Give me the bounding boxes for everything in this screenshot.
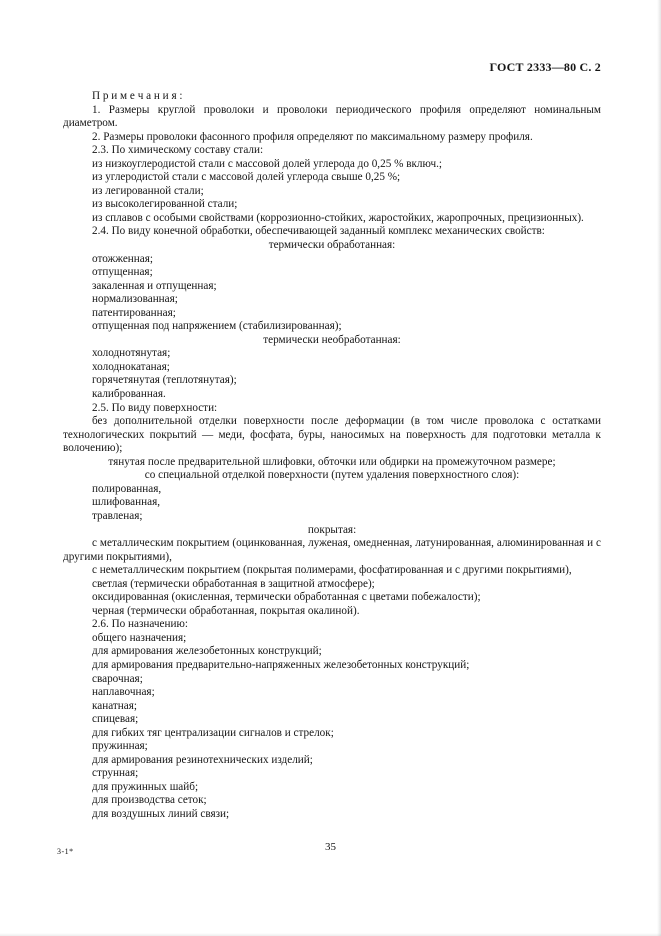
paragraph: отпущенная;: [92, 266, 153, 279]
paragraph: 2.4. По виду конечной обработки, обеспечивающей заданный комплекс механических свойств:: [92, 225, 545, 238]
paragraph: пружинная;: [92, 740, 148, 753]
paragraph: шлифованная,: [92, 496, 161, 509]
paragraph: наплавочная;: [92, 686, 155, 699]
paragraph: для пружинных шайб;: [92, 780, 199, 793]
page-header: [63, 60, 601, 75]
paragraph: нормализованная;: [92, 293, 178, 306]
paragraph: без дополнительной отделки поверхности после деформации (в том числе проволока с остатками технологических покрытий — меди, фосфата, буры, наносимых на поверхность для подготовки металла к волочению);: [63, 415, 601, 455]
paragraph: 2.3. По химическому составу стали:: [92, 144, 264, 157]
paragraph: черная (термически обработанная, покрытая окалиной).: [92, 604, 360, 617]
paragraph: светлая (термически обработанная в защитной атмосфере);: [92, 577, 375, 590]
paragraph: 2. Размеры проволоки фасонного профиля определяют по максимальному размеру профиля.: [92, 130, 533, 143]
paragraph: 1. Размеры круглой проволоки и проволоки периодического профиля определяют номинальным диаметром.: [63, 103, 601, 130]
paragraph: покрытая:: [307, 523, 357, 536]
document-reference: ГОСТ 2333—80 С. 2: [489, 60, 601, 74]
paragraph: закаленная и отпущенная;: [92, 279, 217, 292]
paragraph: сварочная;: [92, 672, 143, 685]
paragraph: полированная,: [92, 482, 162, 495]
paragraph: оксидированная (окисленная, термически обработанная с цветами побежалости);: [92, 591, 481, 604]
paragraph: для производства сеток;: [92, 794, 207, 807]
paragraph: из низкоуглеродистой стали с массовой долей углерода до 0,25 % включ.;: [92, 157, 442, 170]
paragraph: для армирования предварительно-напряженных железобетонных конструкций;: [92, 658, 470, 671]
paragraph: отпущенная под напряжением (стабилизированная);: [92, 320, 342, 333]
paragraph: холоднокатаная;: [92, 360, 170, 373]
paragraph: тянутая после предварительной шлифовки, обточки или обдирки на промежуточном размере;: [108, 455, 556, 468]
paragraph: 2.6. По назначению:: [92, 618, 188, 631]
paragraph: из сплавов с особыми свойствами (коррозионно-стойких, жаростойких, жаропрочных, прецизионных).: [92, 211, 584, 224]
paragraph: холоднотянутая;: [92, 347, 171, 360]
paragraph: общего назначения;: [92, 631, 187, 644]
paragraph: с неметаллическим покрытием (покрытая полимерами, фосфатированная и с другими покрытиями),: [92, 564, 572, 577]
paragraph: для армирования железобетонных конструкций;: [92, 645, 322, 658]
paragraph: термически обработанная:: [268, 239, 396, 252]
paragraph: 2.5. По виду поверхности:: [92, 401, 218, 414]
page-number: 35: [325, 841, 336, 853]
paragraph: спицевая;: [92, 713, 139, 726]
paragraph: для воздушных линий связи;: [92, 807, 230, 820]
paragraph: струнная;: [92, 767, 139, 780]
paragraph: травленая;: [92, 509, 143, 522]
paragraph: П р и м е ч а н и я :: [92, 90, 183, 102]
paragraph: со специальной отделкой поверхности (путем удаления поверхностного слоя):: [144, 469, 520, 482]
paragraph: горячетянутая (теплотянутая);: [92, 374, 237, 387]
signature-mark: 3-1*: [57, 847, 74, 856]
paragraph: для гибких тяг централизации сигналов и стрелок;: [92, 726, 334, 739]
document-body: [63, 90, 601, 822]
paragraph: из высоколегированной стали;: [92, 198, 238, 211]
paragraph: калиброванная.: [92, 388, 166, 401]
paragraph: из легированной стали;: [92, 184, 204, 197]
paragraph: из углеродистой стали с массовой долей углерода свыше 0,25 %;: [92, 171, 401, 184]
paragraph: термически необработанная:: [263, 333, 401, 346]
paragraph: патентированная;: [92, 306, 176, 319]
paragraph: отожженная;: [92, 252, 153, 265]
paragraph: для армирования резинотехнических изделий;: [92, 753, 313, 766]
paragraph: с металлическим покрытием (оцинкованная, луженая, омедненная, латунированная, алюминированная и с другими покрытиями),: [63, 537, 601, 563]
paragraph: канатная;: [92, 699, 137, 712]
